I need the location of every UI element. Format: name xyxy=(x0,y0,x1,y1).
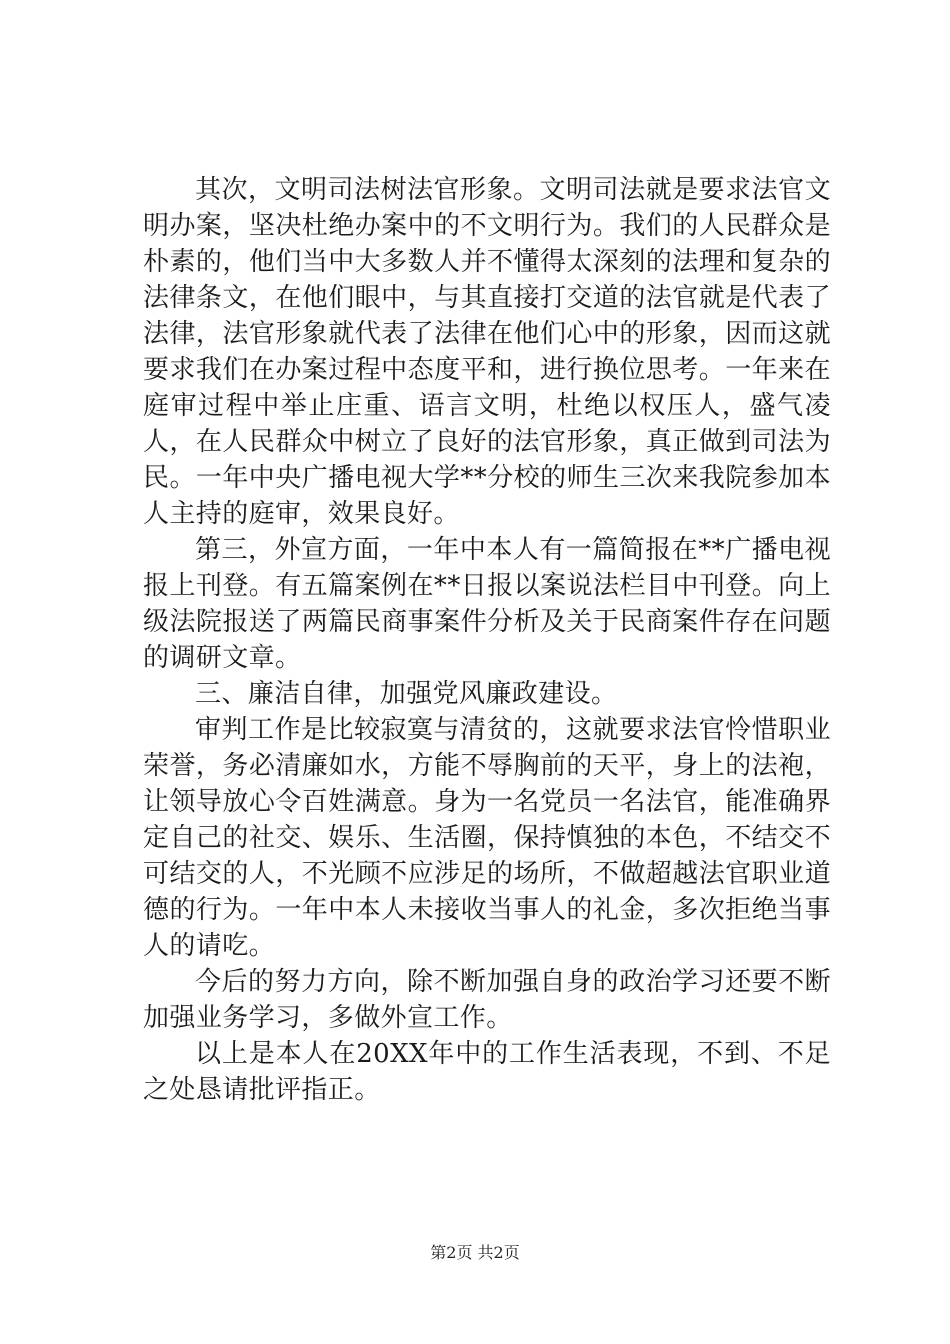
page-number-footer: 第2页 共2页 xyxy=(430,1243,520,1262)
paragraph-closing: 以上是本人在20XX年中的工作生活表现，不到、不足之处恳请批评指正。 xyxy=(143,1039,831,1105)
paragraph-publicity: 第三，外宣方面，一年中本人有一篇简报在**广播电视报上刊登。有五篇案例在**日报以案说法栏目中刊登。向上级法院报送了两篇民商事案件分析及关于民商案件存在问题的调研文章。 xyxy=(143,535,831,673)
paragraph-integrity: 审判工作是比较寂寞与清贫的，这就要求法官怜惜职业荣誉，务必清廉如水，方能不辱胸前的天平，身上的法袍，让领导放心令百姓满意。身为一名党员一名法官，能准确界定自己的社交、娱乐、生活圈，保持慎独的本色，不结交不可结交的人，不光顾不应涉足的场所，不做超越法官职业道德的行为。一年中本人未接收当事人的礼金，多次拒绝当事人的请吃。 xyxy=(143,715,831,961)
paragraph-civil-justice: 其次，文明司法树法官形象。文明司法就是要求法官文明办案，坚决杜绝办案中的不文明行为。我们的人民群众是朴素的，他们当中大多数人并不懂得太深刻的法理和复杂的法律条文，在他们眼中，与其直接打交道的法官就是代表了法律，法官形象就代表了法律在他们心中的形象，因而这就要求我们在办案过程中态度平和，进行换位思考。一年来在庭审过程中举止庄重、语言文明，杜绝以权压人，盛气凌人，在人民群众中树立了良好的法官形象，真正做到司法为民。一年中央广播电视大学**分校的师生三次来我院参加本人主持的庭审，效果良好。 xyxy=(143,175,831,529)
paragraph-future-direction: 今后的努力方向，除不断加强自身的政治学习还要不断加强业务学习，多做外宣工作。 xyxy=(143,967,831,1033)
document-body xyxy=(143,172,831,1108)
section-heading-integrity: 三、廉洁自律，加强党风廉政建设。 xyxy=(195,679,618,709)
